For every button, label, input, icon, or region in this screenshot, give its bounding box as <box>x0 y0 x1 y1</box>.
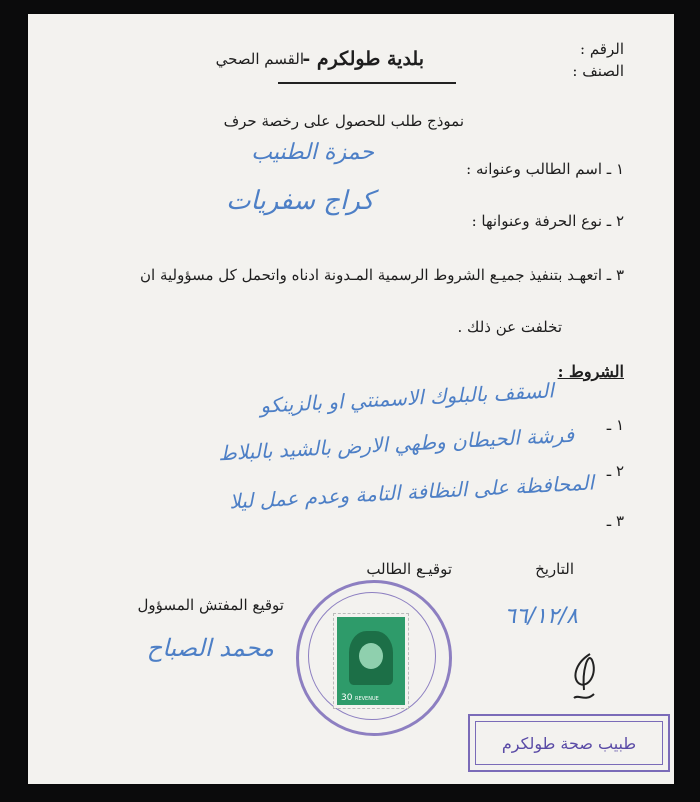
condition-number-3: ٣ ـ <box>606 512 624 530</box>
applicant-signature-label: توقيـع الطالب <box>366 560 452 578</box>
form-title: نموذج طلب للحصول على رخصة حرف <box>223 112 464 130</box>
date-label: التاريخ <box>535 560 574 578</box>
stamp-face-icon <box>359 643 383 669</box>
document-page <box>28 14 674 784</box>
health-doctor-stamp <box>468 714 670 772</box>
ref-number-label: الرقم : <box>580 40 624 58</box>
municipality-title: بلدية طولكرم - <box>302 48 424 70</box>
field-craft-label: ٢ ـ نوع الحرفة وعنوانها : <box>471 212 624 230</box>
header-underline <box>278 82 456 84</box>
department-name: القسم الصحي <box>215 50 304 68</box>
revenue-label: REVENUE <box>355 696 379 702</box>
pledge-line-2: تخلفت عن ذلك . <box>457 318 562 336</box>
condition-text-2: فرشة الحيطان وطهي الارض بالشيد بالبلاط <box>217 422 575 466</box>
inspector-signature-label: توقيع المفتش المسؤول <box>137 596 284 614</box>
field-applicant-value: حمزة الطنيب <box>251 140 374 165</box>
date-value: ٦٦/١٢/٨ <box>504 604 578 629</box>
condition-number-1: ١ ـ <box>606 416 624 434</box>
category-label: الصنف : <box>572 62 624 80</box>
field-applicant-label: ١ ـ اسم الطالب وعنوانه : <box>466 160 624 178</box>
condition-number-2: ٢ ـ <box>606 462 624 480</box>
condition-text-3: المحافظة على النظافة التامة وعدم عمل ليلا <box>228 470 595 514</box>
field-craft-value: كراج سفريات <box>226 186 374 216</box>
health-doctor-stamp-text: طبيب صحة طولكرم <box>475 721 663 765</box>
conditions-heading: الشروط : <box>557 362 624 381</box>
signature-scribble-icon <box>564 650 604 706</box>
revenue-value: 30 <box>341 693 353 703</box>
inspector-signature: محمد الصباح <box>146 634 274 662</box>
revenue-stamp <box>334 614 408 708</box>
condition-text-1: السقف بالبلوك الاسمنتي او بالزينكو <box>259 378 555 418</box>
pledge-line-1: ٣ ـ اتعهـد بتنفيذ جميـع الشروط الرسمية المـدونة ادناه واتحمل كل مسؤولية ان <box>140 266 624 284</box>
